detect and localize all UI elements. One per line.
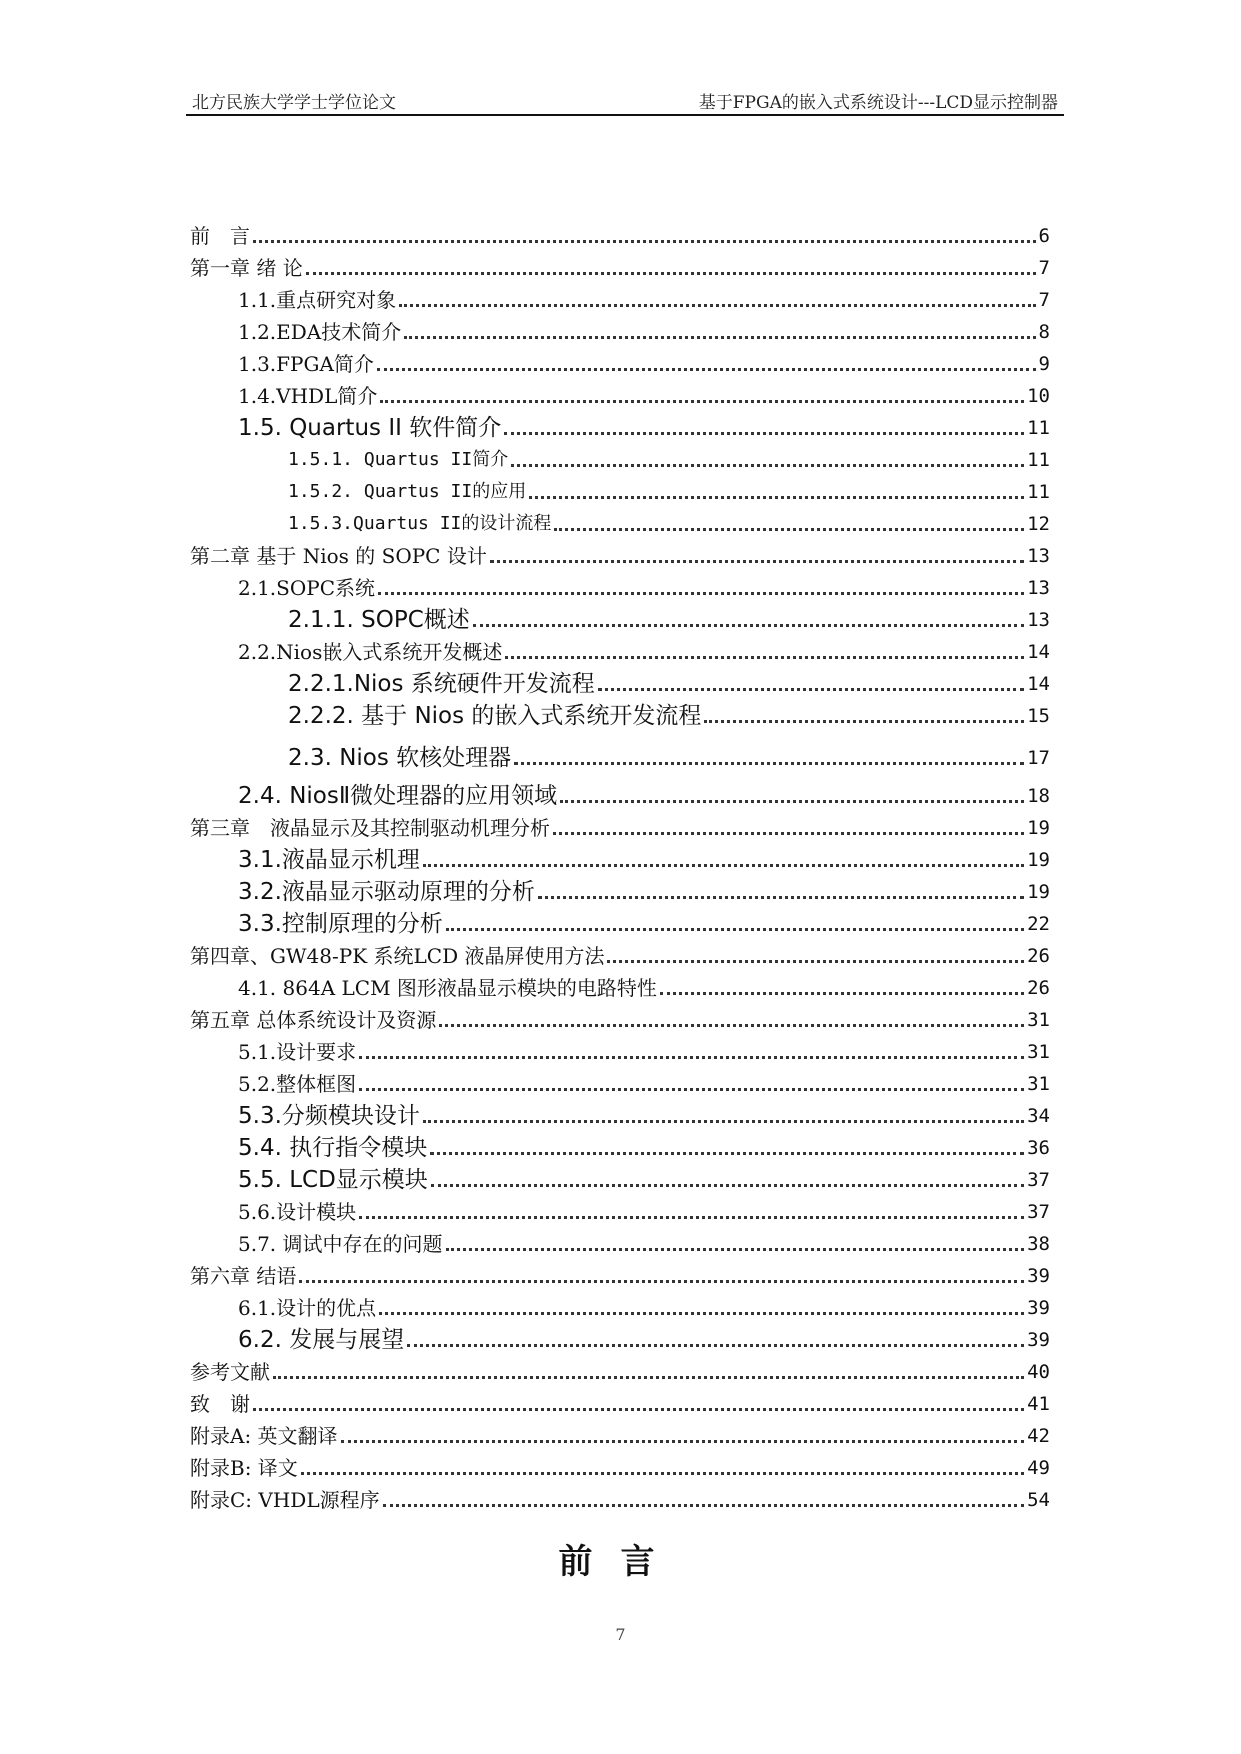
toc-leader-dots xyxy=(380,399,1024,403)
toc-leader-dots xyxy=(404,335,1035,339)
toc-entry-page: 34 xyxy=(1027,1105,1050,1127)
toc-entry-page: 11 xyxy=(1027,417,1050,439)
toc-entry-page: 7 xyxy=(1038,289,1050,311)
toc-entry-page: 12 xyxy=(1027,513,1050,535)
toc-leader-dots xyxy=(511,463,1024,467)
toc-entry xyxy=(190,1258,1050,1288)
toc-entry xyxy=(190,1066,1050,1096)
section-heading: 前言 xyxy=(558,1542,683,1582)
running-header xyxy=(186,88,1064,116)
toc-entry-page: 17 xyxy=(1027,747,1050,769)
toc-entry-title: 1.5.1. Quartus II简介 xyxy=(288,449,509,470)
toc-leader-dots xyxy=(431,1183,1024,1187)
toc-entry-title: 致 谢 xyxy=(190,1392,250,1416)
toc-leader-dots xyxy=(378,591,1024,595)
toc-entry-page: 13 xyxy=(1027,577,1050,599)
header-thesis-title: 基于FPGA的嵌入式系统设计---LCD显示控制器 xyxy=(698,93,1058,113)
toc-leader-dots xyxy=(704,719,1024,723)
toc-entry-title: 2.2.2. 基于 Nios 的嵌入式系统开发流程 xyxy=(288,703,702,729)
toc-entry xyxy=(190,442,1050,472)
toc-leader-dots xyxy=(301,1471,1024,1475)
toc-entry-title: 2.1.1. SOPC概述 xyxy=(288,607,470,633)
toc-entry-page: 42 xyxy=(1027,1425,1050,1447)
toc-entry xyxy=(190,314,1050,344)
toc-entry-page: 14 xyxy=(1027,641,1050,663)
toc-entry xyxy=(190,1354,1050,1384)
toc-entry-page: 11 xyxy=(1027,449,1050,471)
toc-entry xyxy=(190,474,1050,504)
toc-entry-title: 4.1. 864A LCM 图形液晶显示模块的电路特性 xyxy=(238,976,657,1000)
toc-leader-dots xyxy=(359,1055,1024,1059)
toc-entry-title: 参考文献 xyxy=(190,1360,270,1384)
toc-leader-dots xyxy=(446,1247,1025,1251)
toc-entry-title: 1.1.重点研究对象 xyxy=(238,288,397,312)
toc-entry-title: 2.4. NiosⅡ微处理器的应用领域 xyxy=(238,783,558,809)
toc-entry-title: 1.4.VHDL简介 xyxy=(238,384,378,408)
toc-leader-dots xyxy=(399,303,1035,307)
toc-entry-page: 8 xyxy=(1038,321,1050,343)
toc-entry xyxy=(190,1290,1050,1320)
toc-entry xyxy=(190,810,1050,840)
toc-entry-title: 5.4. 执行指令模块 xyxy=(238,1135,428,1161)
toc-entry-page: 7 xyxy=(1038,257,1050,279)
toc-entry-title: 1.5.3.Quartus II的设计流程 xyxy=(288,513,552,534)
toc-entry-page: 39 xyxy=(1027,1265,1050,1287)
toc-entry xyxy=(190,250,1050,280)
toc-leader-dots xyxy=(529,495,1024,499)
toc-entry-page: 6 xyxy=(1038,225,1050,247)
toc-entry-page: 49 xyxy=(1027,1457,1050,1479)
toc-entry-page: 39 xyxy=(1027,1329,1050,1351)
toc-entry xyxy=(190,842,1050,872)
toc-entry-page: 38 xyxy=(1027,1233,1050,1255)
toc-leader-dots xyxy=(553,831,1024,835)
toc-leader-dots xyxy=(607,959,1024,963)
toc-entry xyxy=(190,1130,1050,1160)
toc-entry-title: 5.2.整体框图 xyxy=(238,1072,357,1096)
toc-leader-dots xyxy=(505,655,1024,659)
toc-entry-title: 附录B: 译文 xyxy=(190,1456,298,1480)
toc-entry-page: 40 xyxy=(1027,1361,1050,1383)
page-number: 7 xyxy=(615,1625,626,1644)
toc-entry-page: 18 xyxy=(1027,785,1050,807)
toc-entry xyxy=(190,1002,1050,1032)
toc-leader-dots xyxy=(253,239,1036,243)
toc-entry xyxy=(190,602,1050,632)
toc-entry-page: 19 xyxy=(1027,817,1050,839)
toc-entry xyxy=(190,778,1050,808)
toc-entry-title: 3.1.液晶显示机理 xyxy=(238,847,420,873)
toc-entry xyxy=(190,1322,1050,1352)
toc-entry-page: 31 xyxy=(1027,1073,1050,1095)
toc-entry-title: 5.7. 调试中存在的问题 xyxy=(238,1232,443,1256)
toc-leader-dots xyxy=(446,927,1024,931)
toc-entry-title: 1.2.EDA技术简介 xyxy=(238,320,402,344)
toc-leader-dots xyxy=(660,991,1024,995)
toc-entry xyxy=(190,570,1050,600)
toc-entry xyxy=(190,1194,1050,1224)
toc-entry-page: 31 xyxy=(1027,1041,1050,1063)
toc-entry-page: 13 xyxy=(1027,545,1050,567)
toc-entry-title: 第二章 基于 Nios 的 SOPC 设计 xyxy=(190,544,487,568)
toc-entry-page: 13 xyxy=(1027,609,1050,631)
toc-entry xyxy=(190,506,1050,536)
toc-leader-dots xyxy=(377,367,1036,371)
toc-entry-title: 第四章、GW48-PK 系统LCD 液晶屏使用方法 xyxy=(190,944,605,968)
toc-entry-page: 19 xyxy=(1027,881,1050,903)
toc-leader-dots xyxy=(504,431,1024,435)
toc-entry xyxy=(190,634,1050,664)
toc-entry-title: 第一章 绪 论 xyxy=(190,256,303,280)
toc-entry-title: 6.2. 发展与展望 xyxy=(238,1327,405,1353)
toc-entry xyxy=(190,282,1050,312)
toc-entry xyxy=(190,1450,1050,1480)
toc-leader-dots xyxy=(554,527,1024,531)
toc-entry xyxy=(190,1098,1050,1128)
toc-entry-title: 5.1.设计要求 xyxy=(238,1040,357,1064)
toc-entry xyxy=(190,1162,1050,1192)
toc-leader-dots xyxy=(407,1343,1024,1347)
toc-leader-dots xyxy=(383,1503,1025,1507)
toc-leader-dots xyxy=(359,1087,1024,1091)
toc-entry-page: 54 xyxy=(1027,1489,1050,1511)
toc-leader-dots xyxy=(359,1215,1024,1219)
toc-leader-dots xyxy=(306,271,1036,275)
toc-entry-title: 2.2.1.Nios 系统硬件开发流程 xyxy=(288,671,595,697)
toc-entry-title: 2.1.SOPC系统 xyxy=(238,576,376,600)
toc-entry-title: 2.3. Nios 软核处理器 xyxy=(288,745,512,771)
header-university: 北方民族大学学士学位论文 xyxy=(192,93,396,113)
toc-leader-dots xyxy=(341,1439,1025,1443)
toc-entry xyxy=(190,378,1050,408)
toc-entry-page: 41 xyxy=(1027,1393,1050,1415)
toc-leader-dots xyxy=(423,1119,1024,1123)
toc-entry-title: 附录C: VHDL源程序 xyxy=(190,1488,380,1512)
toc-leader-dots xyxy=(514,761,1024,765)
toc-entry xyxy=(190,666,1050,696)
toc-entry-title: 第五章 总体系统设计及资源 xyxy=(190,1008,437,1032)
toc-entry-page: 10 xyxy=(1027,385,1050,407)
toc-leader-dots xyxy=(538,895,1024,899)
toc-entry-title: 3.2.液晶显示驱动原理的分析 xyxy=(238,879,535,905)
toc-entry xyxy=(190,1386,1050,1416)
toc-entry xyxy=(190,538,1050,568)
toc-entry-page: 15 xyxy=(1027,705,1050,727)
toc-entry-page: 37 xyxy=(1027,1201,1050,1223)
toc-entry-title: 5.6.设计模块 xyxy=(238,1200,357,1224)
toc-entry-title: 6.1.设计的优点 xyxy=(238,1296,377,1320)
toc-leader-dots xyxy=(490,559,1024,563)
toc-leader-dots xyxy=(299,1279,1024,1283)
toc-leader-dots xyxy=(423,863,1024,867)
toc-entry xyxy=(190,874,1050,904)
toc-entry xyxy=(190,218,1050,248)
toc-entry-title: 5.3.分频模块设计 xyxy=(238,1103,420,1129)
toc-entry-page: 39 xyxy=(1027,1297,1050,1319)
toc-entry-page: 37 xyxy=(1027,1169,1050,1191)
toc-entry-page: 9 xyxy=(1038,353,1050,375)
toc-leader-dots xyxy=(560,799,1024,803)
toc-entry xyxy=(190,1482,1050,1512)
toc-entry xyxy=(190,346,1050,376)
toc-entry-title: 附录A: 英文翻译 xyxy=(190,1424,338,1448)
toc-entry-title: 第三章 液晶显示及其控制驱动机理分析 xyxy=(190,816,550,840)
toc-leader-dots xyxy=(273,1375,1024,1379)
toc-entry-title: 5.5. LCD显示模块 xyxy=(238,1167,428,1193)
toc-entry xyxy=(190,1418,1050,1448)
toc-leader-dots xyxy=(379,1311,1024,1315)
toc-entry-title: 1.3.FPGA简介 xyxy=(238,352,374,376)
toc-entry-page: 31 xyxy=(1027,1009,1050,1031)
toc-leader-dots xyxy=(430,1151,1024,1155)
toc-entry-page: 14 xyxy=(1027,673,1050,695)
toc-leader-dots xyxy=(439,1023,1024,1027)
toc-entry-page: 26 xyxy=(1027,945,1050,967)
toc-entry xyxy=(190,1226,1050,1256)
toc-entry-title: 1.5. Quartus II 软件简介 xyxy=(238,415,502,441)
toc-leader-dots xyxy=(253,1407,1024,1411)
toc-entry xyxy=(190,1034,1050,1064)
toc-entry xyxy=(190,970,1050,1000)
toc-entry xyxy=(190,410,1050,440)
toc-entry xyxy=(190,698,1050,728)
toc-entry-page: 26 xyxy=(1027,977,1050,999)
toc-entry-page: 22 xyxy=(1027,913,1050,935)
toc-entry-title: 1.5.2. Quartus II的应用 xyxy=(288,481,527,502)
toc-entry xyxy=(190,938,1050,968)
toc-entry-page: 19 xyxy=(1027,849,1050,871)
toc-entry-title: 第六章 结语 xyxy=(190,1264,297,1288)
toc-entry xyxy=(190,906,1050,936)
toc-entry-title: 前 言 xyxy=(190,224,250,248)
toc-entry-title: 3.3.控制原理的分析 xyxy=(238,911,443,937)
toc-leader-dots xyxy=(598,687,1024,691)
toc-entry-page: 11 xyxy=(1027,481,1050,503)
toc-entry-title: 2.2.Nios嵌入式系统开发概述 xyxy=(238,640,503,664)
toc-entry-page: 36 xyxy=(1027,1137,1050,1159)
toc-leader-dots xyxy=(473,623,1024,627)
toc-entry xyxy=(190,740,1050,770)
